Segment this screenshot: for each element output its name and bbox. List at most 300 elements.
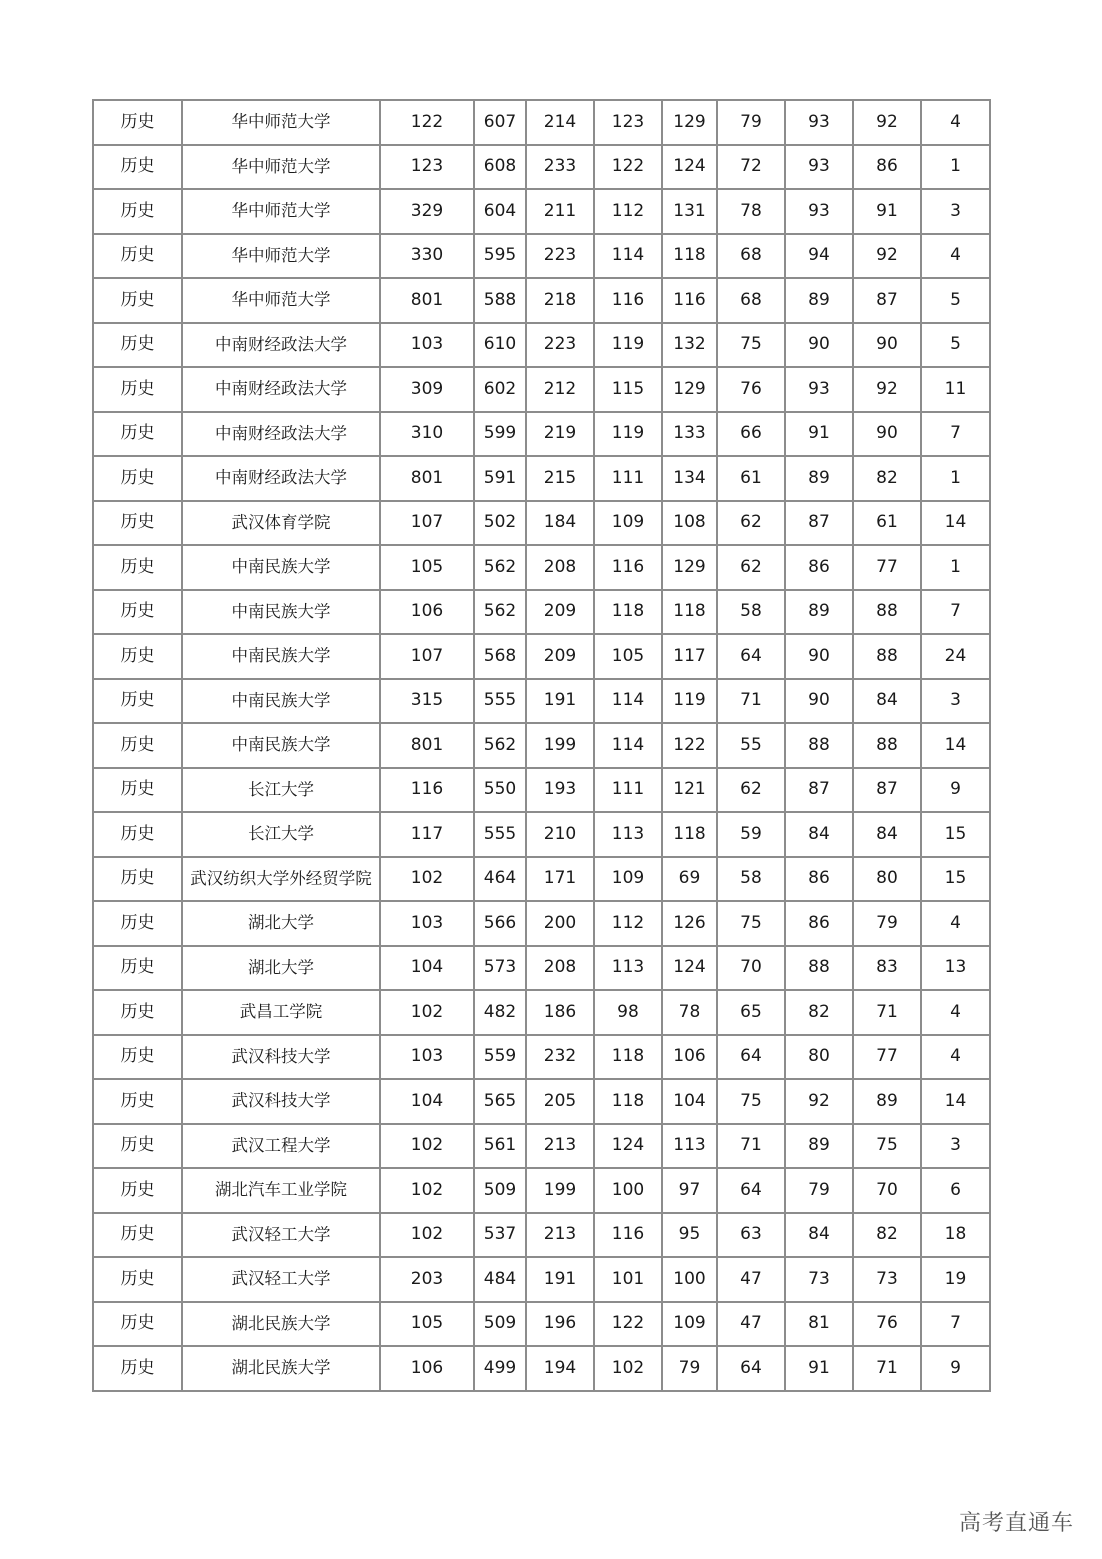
table-row bbox=[93, 857, 990, 902]
count-cell: 4 bbox=[921, 901, 990, 946]
major-code-cell: 330 bbox=[380, 234, 474, 279]
score-cell-e: 84 bbox=[785, 1213, 853, 1258]
score-cell-d: 62 bbox=[717, 501, 785, 546]
subject-cell: 历史 bbox=[93, 323, 182, 368]
score-cell-d: 68 bbox=[717, 278, 785, 323]
score-cell-a: 232 bbox=[526, 1035, 594, 1080]
count-cell: 19 bbox=[921, 1257, 990, 1302]
subject-cell: 历史 bbox=[93, 100, 182, 145]
school-name-cell: 华中师范大学 bbox=[182, 100, 380, 145]
total-score-cell: 591 bbox=[474, 456, 526, 501]
subject-cell: 历史 bbox=[93, 857, 182, 902]
score-cell-f: 84 bbox=[853, 679, 921, 724]
score-cell-b: 102 bbox=[594, 1346, 662, 1391]
score-cell-a: 200 bbox=[526, 901, 594, 946]
admission-score-table bbox=[92, 99, 991, 1392]
score-cell-a: 193 bbox=[526, 768, 594, 813]
total-score-cell: 499 bbox=[474, 1346, 526, 1391]
count-cell: 5 bbox=[921, 278, 990, 323]
score-cell-a: 213 bbox=[526, 1124, 594, 1169]
subject-cell: 历史 bbox=[93, 723, 182, 768]
score-cell-b: 123 bbox=[594, 100, 662, 145]
count-cell: 24 bbox=[921, 634, 990, 679]
score-cell-c: 104 bbox=[662, 1079, 717, 1124]
score-cell-d: 75 bbox=[717, 1079, 785, 1124]
school-name-cell: 武昌工学院 bbox=[182, 990, 380, 1035]
score-cell-b: 116 bbox=[594, 278, 662, 323]
count-cell: 3 bbox=[921, 1124, 990, 1169]
score-cell-d: 55 bbox=[717, 723, 785, 768]
count-cell: 7 bbox=[921, 1302, 990, 1347]
major-code-cell: 107 bbox=[380, 501, 474, 546]
score-cell-e: 88 bbox=[785, 946, 853, 991]
score-cell-a: 171 bbox=[526, 857, 594, 902]
subject-cell: 历史 bbox=[93, 901, 182, 946]
school-name-cell: 中南财经政法大学 bbox=[182, 412, 380, 457]
total-score-cell: 559 bbox=[474, 1035, 526, 1080]
subject-cell: 历史 bbox=[93, 1346, 182, 1391]
score-cell-e: 79 bbox=[785, 1168, 853, 1213]
score-cell-c: 121 bbox=[662, 768, 717, 813]
total-score-cell: 562 bbox=[474, 545, 526, 590]
school-name-cell: 湖北民族大学 bbox=[182, 1346, 380, 1391]
score-cell-d: 64 bbox=[717, 1035, 785, 1080]
score-cell-e: 89 bbox=[785, 1124, 853, 1169]
score-cell-b: 113 bbox=[594, 946, 662, 991]
score-cell-b: 118 bbox=[594, 1079, 662, 1124]
score-cell-b: 114 bbox=[594, 723, 662, 768]
score-cell-e: 86 bbox=[785, 545, 853, 590]
score-cell-a: 184 bbox=[526, 501, 594, 546]
total-score-cell: 607 bbox=[474, 100, 526, 145]
score-cell-b: 116 bbox=[594, 1213, 662, 1258]
school-name-cell: 中南民族大学 bbox=[182, 634, 380, 679]
score-cell-f: 87 bbox=[853, 278, 921, 323]
score-cell-c: 69 bbox=[662, 857, 717, 902]
score-cell-a: 219 bbox=[526, 412, 594, 457]
score-cell-f: 88 bbox=[853, 590, 921, 635]
count-cell: 3 bbox=[921, 679, 990, 724]
score-cell-e: 90 bbox=[785, 634, 853, 679]
count-cell: 4 bbox=[921, 990, 990, 1035]
school-name-cell: 武汉轻工大学 bbox=[182, 1257, 380, 1302]
table-row bbox=[93, 901, 990, 946]
score-cell-f: 84 bbox=[853, 812, 921, 857]
total-score-cell: 502 bbox=[474, 501, 526, 546]
major-code-cell: 315 bbox=[380, 679, 474, 724]
score-cell-f: 82 bbox=[853, 456, 921, 501]
score-cell-a: 209 bbox=[526, 634, 594, 679]
score-cell-a: 186 bbox=[526, 990, 594, 1035]
table-row bbox=[93, 679, 990, 724]
score-cell-f: 92 bbox=[853, 367, 921, 412]
score-cell-d: 70 bbox=[717, 946, 785, 991]
major-code-cell: 102 bbox=[380, 990, 474, 1035]
table-row bbox=[93, 1168, 990, 1213]
score-cell-d: 58 bbox=[717, 590, 785, 635]
table-row bbox=[93, 768, 990, 813]
count-cell: 1 bbox=[921, 456, 990, 501]
score-cell-e: 89 bbox=[785, 590, 853, 635]
score-cell-e: 90 bbox=[785, 323, 853, 368]
score-cell-e: 86 bbox=[785, 901, 853, 946]
score-cell-f: 90 bbox=[853, 412, 921, 457]
school-name-cell: 武汉纺织大学外经贸学院 bbox=[182, 857, 380, 902]
score-cell-e: 87 bbox=[785, 768, 853, 813]
count-cell: 5 bbox=[921, 323, 990, 368]
score-cell-b: 124 bbox=[594, 1124, 662, 1169]
score-cell-b: 113 bbox=[594, 812, 662, 857]
count-cell: 1 bbox=[921, 145, 990, 190]
school-name-cell: 华中师范大学 bbox=[182, 234, 380, 279]
score-cell-f: 75 bbox=[853, 1124, 921, 1169]
school-name-cell: 武汉工程大学 bbox=[182, 1124, 380, 1169]
table-body bbox=[93, 100, 990, 1391]
table-row bbox=[93, 1079, 990, 1124]
score-cell-a: 208 bbox=[526, 946, 594, 991]
score-cell-c: 113 bbox=[662, 1124, 717, 1169]
count-cell: 14 bbox=[921, 1079, 990, 1124]
total-score-cell: 464 bbox=[474, 857, 526, 902]
score-cell-b: 105 bbox=[594, 634, 662, 679]
school-name-cell: 武汉科技大学 bbox=[182, 1035, 380, 1080]
score-cell-c: 124 bbox=[662, 145, 717, 190]
total-score-cell: 484 bbox=[474, 1257, 526, 1302]
total-score-cell: 602 bbox=[474, 367, 526, 412]
score-cell-f: 82 bbox=[853, 1213, 921, 1258]
score-cell-c: 129 bbox=[662, 100, 717, 145]
score-cell-f: 77 bbox=[853, 545, 921, 590]
subject-cell: 历史 bbox=[93, 1124, 182, 1169]
score-cell-b: 122 bbox=[594, 145, 662, 190]
count-cell: 4 bbox=[921, 100, 990, 145]
score-cell-b: 118 bbox=[594, 590, 662, 635]
school-name-cell: 湖北民族大学 bbox=[182, 1302, 380, 1347]
score-cell-b: 114 bbox=[594, 234, 662, 279]
score-cell-d: 75 bbox=[717, 901, 785, 946]
school-name-cell: 中南民族大学 bbox=[182, 723, 380, 768]
score-cell-f: 80 bbox=[853, 857, 921, 902]
score-cell-d: 59 bbox=[717, 812, 785, 857]
major-code-cell: 102 bbox=[380, 857, 474, 902]
score-cell-c: 134 bbox=[662, 456, 717, 501]
total-score-cell: 588 bbox=[474, 278, 526, 323]
score-cell-d: 47 bbox=[717, 1257, 785, 1302]
score-cell-f: 71 bbox=[853, 990, 921, 1035]
score-cell-c: 109 bbox=[662, 1302, 717, 1347]
score-cell-a: 191 bbox=[526, 679, 594, 724]
score-cell-e: 86 bbox=[785, 857, 853, 902]
score-cell-f: 92 bbox=[853, 234, 921, 279]
table-row bbox=[93, 812, 990, 857]
major-code-cell: 102 bbox=[380, 1213, 474, 1258]
count-cell: 15 bbox=[921, 857, 990, 902]
score-cell-b: 119 bbox=[594, 412, 662, 457]
score-cell-c: 132 bbox=[662, 323, 717, 368]
score-cell-f: 88 bbox=[853, 723, 921, 768]
score-cell-a: 213 bbox=[526, 1213, 594, 1258]
score-cell-c: 108 bbox=[662, 501, 717, 546]
score-cell-d: 47 bbox=[717, 1302, 785, 1347]
table-row bbox=[93, 1302, 990, 1347]
school-name-cell: 武汉体育学院 bbox=[182, 501, 380, 546]
score-cell-c: 119 bbox=[662, 679, 717, 724]
table-row bbox=[93, 456, 990, 501]
score-cell-e: 93 bbox=[785, 145, 853, 190]
score-cell-e: 93 bbox=[785, 367, 853, 412]
score-cell-d: 64 bbox=[717, 1346, 785, 1391]
subject-cell: 历史 bbox=[93, 367, 182, 412]
score-cell-f: 71 bbox=[853, 1346, 921, 1391]
table-row bbox=[93, 1346, 990, 1391]
total-score-cell: 568 bbox=[474, 634, 526, 679]
school-name-cell: 长江大学 bbox=[182, 768, 380, 813]
school-name-cell: 中南民族大学 bbox=[182, 679, 380, 724]
score-cell-f: 73 bbox=[853, 1257, 921, 1302]
score-cell-c: 122 bbox=[662, 723, 717, 768]
school-name-cell: 中南民族大学 bbox=[182, 545, 380, 590]
major-code-cell: 203 bbox=[380, 1257, 474, 1302]
major-code-cell: 104 bbox=[380, 946, 474, 991]
subject-cell: 历史 bbox=[93, 412, 182, 457]
subject-cell: 历史 bbox=[93, 634, 182, 679]
table-row bbox=[93, 323, 990, 368]
score-cell-c: 79 bbox=[662, 1346, 717, 1391]
score-cell-d: 71 bbox=[717, 1124, 785, 1169]
total-score-cell: 562 bbox=[474, 590, 526, 635]
score-cell-f: 90 bbox=[853, 323, 921, 368]
score-cell-c: 106 bbox=[662, 1035, 717, 1080]
score-cell-e: 82 bbox=[785, 990, 853, 1035]
total-score-cell: 599 bbox=[474, 412, 526, 457]
score-cell-d: 63 bbox=[717, 1213, 785, 1258]
score-cell-d: 64 bbox=[717, 1168, 785, 1213]
score-cell-d: 66 bbox=[717, 412, 785, 457]
table-row bbox=[93, 501, 990, 546]
school-name-cell: 华中师范大学 bbox=[182, 145, 380, 190]
major-code-cell: 116 bbox=[380, 768, 474, 813]
major-code-cell: 106 bbox=[380, 1346, 474, 1391]
score-cell-e: 88 bbox=[785, 723, 853, 768]
score-cell-d: 65 bbox=[717, 990, 785, 1035]
count-cell: 6 bbox=[921, 1168, 990, 1213]
score-cell-c: 133 bbox=[662, 412, 717, 457]
subject-cell: 历史 bbox=[93, 234, 182, 279]
table-row bbox=[93, 367, 990, 412]
score-cell-e: 90 bbox=[785, 679, 853, 724]
school-name-cell: 湖北大学 bbox=[182, 946, 380, 991]
table-row bbox=[93, 723, 990, 768]
school-name-cell: 华中师范大学 bbox=[182, 189, 380, 234]
major-code-cell: 103 bbox=[380, 323, 474, 368]
score-cell-b: 98 bbox=[594, 990, 662, 1035]
subject-cell: 历史 bbox=[93, 1079, 182, 1124]
total-score-cell: 608 bbox=[474, 145, 526, 190]
major-code-cell: 103 bbox=[380, 901, 474, 946]
major-code-cell: 310 bbox=[380, 412, 474, 457]
subject-cell: 历史 bbox=[93, 679, 182, 724]
subject-cell: 历史 bbox=[93, 768, 182, 813]
score-cell-d: 62 bbox=[717, 545, 785, 590]
subject-cell: 历史 bbox=[93, 1035, 182, 1080]
score-cell-a: 211 bbox=[526, 189, 594, 234]
score-cell-c: 118 bbox=[662, 234, 717, 279]
score-cell-e: 80 bbox=[785, 1035, 853, 1080]
score-cell-e: 93 bbox=[785, 100, 853, 145]
score-cell-c: 100 bbox=[662, 1257, 717, 1302]
subject-cell: 历史 bbox=[93, 456, 182, 501]
score-cell-e: 87 bbox=[785, 501, 853, 546]
score-cell-c: 118 bbox=[662, 590, 717, 635]
subject-cell: 历史 bbox=[93, 1168, 182, 1213]
score-cell-f: 92 bbox=[853, 100, 921, 145]
score-cell-f: 76 bbox=[853, 1302, 921, 1347]
score-cell-b: 111 bbox=[594, 456, 662, 501]
count-cell: 9 bbox=[921, 1346, 990, 1391]
score-cell-b: 114 bbox=[594, 679, 662, 724]
major-code-cell: 102 bbox=[380, 1124, 474, 1169]
total-score-cell: 604 bbox=[474, 189, 526, 234]
score-cell-a: 223 bbox=[526, 323, 594, 368]
score-cell-a: 233 bbox=[526, 145, 594, 190]
total-score-cell: 610 bbox=[474, 323, 526, 368]
score-cell-b: 111 bbox=[594, 768, 662, 813]
subject-cell: 历史 bbox=[93, 990, 182, 1035]
score-cell-a: 199 bbox=[526, 723, 594, 768]
score-cell-c: 116 bbox=[662, 278, 717, 323]
count-cell: 11 bbox=[921, 367, 990, 412]
score-cell-b: 109 bbox=[594, 857, 662, 902]
score-cell-e: 93 bbox=[785, 189, 853, 234]
school-name-cell: 中南财经政法大学 bbox=[182, 323, 380, 368]
score-cell-f: 87 bbox=[853, 768, 921, 813]
count-cell: 7 bbox=[921, 412, 990, 457]
total-score-cell: 509 bbox=[474, 1302, 526, 1347]
total-score-cell: 561 bbox=[474, 1124, 526, 1169]
table-row bbox=[93, 946, 990, 991]
table-row bbox=[93, 100, 990, 145]
score-cell-d: 79 bbox=[717, 100, 785, 145]
major-code-cell: 105 bbox=[380, 545, 474, 590]
score-cell-b: 112 bbox=[594, 901, 662, 946]
watermark-text: 高考直通车 bbox=[958, 1511, 1074, 1536]
subject-cell: 历史 bbox=[93, 590, 182, 635]
score-cell-d: 62 bbox=[717, 768, 785, 813]
score-cell-b: 119 bbox=[594, 323, 662, 368]
score-cell-a: 208 bbox=[526, 545, 594, 590]
total-score-cell: 509 bbox=[474, 1168, 526, 1213]
table-row bbox=[93, 1213, 990, 1258]
subject-cell: 历史 bbox=[93, 1302, 182, 1347]
count-cell: 3 bbox=[921, 189, 990, 234]
score-cell-e: 73 bbox=[785, 1257, 853, 1302]
score-cell-e: 84 bbox=[785, 812, 853, 857]
major-code-cell: 107 bbox=[380, 634, 474, 679]
score-cell-a: 194 bbox=[526, 1346, 594, 1391]
score-cell-c: 118 bbox=[662, 812, 717, 857]
score-cell-c: 78 bbox=[662, 990, 717, 1035]
total-score-cell: 537 bbox=[474, 1213, 526, 1258]
school-name-cell: 长江大学 bbox=[182, 812, 380, 857]
subject-cell: 历史 bbox=[93, 1257, 182, 1302]
score-cell-f: 79 bbox=[853, 901, 921, 946]
score-cell-a: 199 bbox=[526, 1168, 594, 1213]
count-cell: 7 bbox=[921, 590, 990, 635]
score-cell-f: 91 bbox=[853, 189, 921, 234]
score-cell-d: 68 bbox=[717, 234, 785, 279]
score-cell-c: 97 bbox=[662, 1168, 717, 1213]
school-name-cell: 华中师范大学 bbox=[182, 278, 380, 323]
total-score-cell: 562 bbox=[474, 723, 526, 768]
school-name-cell: 武汉科技大学 bbox=[182, 1079, 380, 1124]
score-cell-b: 112 bbox=[594, 189, 662, 234]
subject-cell: 历史 bbox=[93, 812, 182, 857]
major-code-cell: 103 bbox=[380, 1035, 474, 1080]
major-code-cell: 801 bbox=[380, 723, 474, 768]
school-name-cell: 湖北大学 bbox=[182, 901, 380, 946]
score-cell-a: 210 bbox=[526, 812, 594, 857]
table-row bbox=[93, 545, 990, 590]
subject-cell: 历史 bbox=[93, 501, 182, 546]
score-cell-e: 89 bbox=[785, 456, 853, 501]
score-cell-b: 118 bbox=[594, 1035, 662, 1080]
school-name-cell: 中南民族大学 bbox=[182, 590, 380, 635]
score-cell-a: 215 bbox=[526, 456, 594, 501]
subject-cell: 历史 bbox=[93, 1213, 182, 1258]
count-cell: 4 bbox=[921, 234, 990, 279]
count-cell: 13 bbox=[921, 946, 990, 991]
table-row bbox=[93, 278, 990, 323]
score-cell-d: 58 bbox=[717, 857, 785, 902]
major-code-cell: 329 bbox=[380, 189, 474, 234]
score-cell-c: 124 bbox=[662, 946, 717, 991]
score-cell-b: 101 bbox=[594, 1257, 662, 1302]
total-score-cell: 565 bbox=[474, 1079, 526, 1124]
major-code-cell: 309 bbox=[380, 367, 474, 412]
count-cell: 14 bbox=[921, 501, 990, 546]
score-cell-a: 209 bbox=[526, 590, 594, 635]
score-cell-e: 89 bbox=[785, 278, 853, 323]
total-score-cell: 595 bbox=[474, 234, 526, 279]
count-cell: 9 bbox=[921, 768, 990, 813]
score-cell-e: 81 bbox=[785, 1302, 853, 1347]
total-score-cell: 566 bbox=[474, 901, 526, 946]
score-cell-f: 86 bbox=[853, 145, 921, 190]
total-score-cell: 555 bbox=[474, 679, 526, 724]
major-code-cell: 801 bbox=[380, 456, 474, 501]
school-name-cell: 中南财经政法大学 bbox=[182, 367, 380, 412]
score-cell-e: 91 bbox=[785, 1346, 853, 1391]
score-cell-c: 126 bbox=[662, 901, 717, 946]
school-name-cell: 武汉轻工大学 bbox=[182, 1213, 380, 1258]
score-cell-b: 100 bbox=[594, 1168, 662, 1213]
score-cell-c: 131 bbox=[662, 189, 717, 234]
table-row bbox=[93, 189, 990, 234]
score-cell-d: 72 bbox=[717, 145, 785, 190]
major-code-cell: 105 bbox=[380, 1302, 474, 1347]
table-row bbox=[93, 634, 990, 679]
score-cell-b: 115 bbox=[594, 367, 662, 412]
score-cell-d: 61 bbox=[717, 456, 785, 501]
score-cell-a: 223 bbox=[526, 234, 594, 279]
major-code-cell: 117 bbox=[380, 812, 474, 857]
score-cell-f: 83 bbox=[853, 946, 921, 991]
score-cell-c: 95 bbox=[662, 1213, 717, 1258]
score-cell-e: 92 bbox=[785, 1079, 853, 1124]
major-code-cell: 106 bbox=[380, 590, 474, 635]
score-cell-e: 94 bbox=[785, 234, 853, 279]
score-cell-a: 196 bbox=[526, 1302, 594, 1347]
